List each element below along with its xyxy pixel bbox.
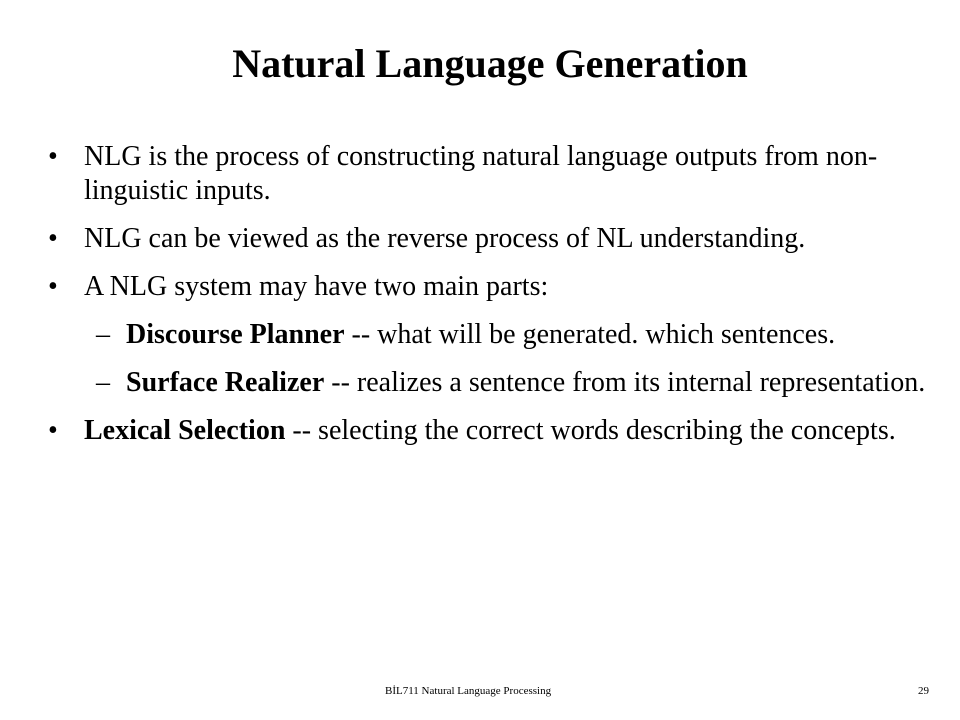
sub-bullet-term: Discourse Planner (126, 319, 345, 350)
bullet-item (48, 140, 943, 208)
sub-bullet-marker: – (96, 367, 110, 398)
sub-bullet-item (48, 318, 943, 352)
sub-bullet-item (48, 366, 943, 400)
bullet-list (48, 140, 943, 462)
sub-bullet-text: -- realizes a sentence from its internal representation. (324, 367, 926, 398)
bullet-item (48, 414, 943, 448)
footer-course-name: BİL711 Natural Language Processing (385, 685, 552, 697)
bullet-term: Lexical Selection (84, 415, 286, 446)
bullet-text: -- selecting the correct words describing the concepts. (285, 415, 896, 446)
sub-bullet-term: Surface Realizer (126, 367, 325, 398)
bullet-text: A NLG system may have two main parts: (84, 271, 549, 302)
slide-title: Natural Language Generation (232, 41, 748, 86)
footer-page-number: 29 (918, 685, 929, 697)
bullet-marker: • (48, 141, 58, 172)
bullet-text: NLG can be viewed as the reverse process of NL understanding. (84, 223, 806, 254)
bullet-marker: • (48, 271, 58, 302)
bullet-text: NLG is the process of constructing natural language outputs from non-linguistic inputs. (84, 141, 878, 206)
sub-bullet-marker: – (96, 319, 110, 350)
sub-bullet-text: -- what will be generated. which sentences. (344, 319, 836, 350)
bullet-item (48, 270, 943, 304)
bullet-marker: • (48, 415, 58, 446)
bullet-item (48, 222, 943, 256)
bullet-marker: • (48, 223, 58, 254)
